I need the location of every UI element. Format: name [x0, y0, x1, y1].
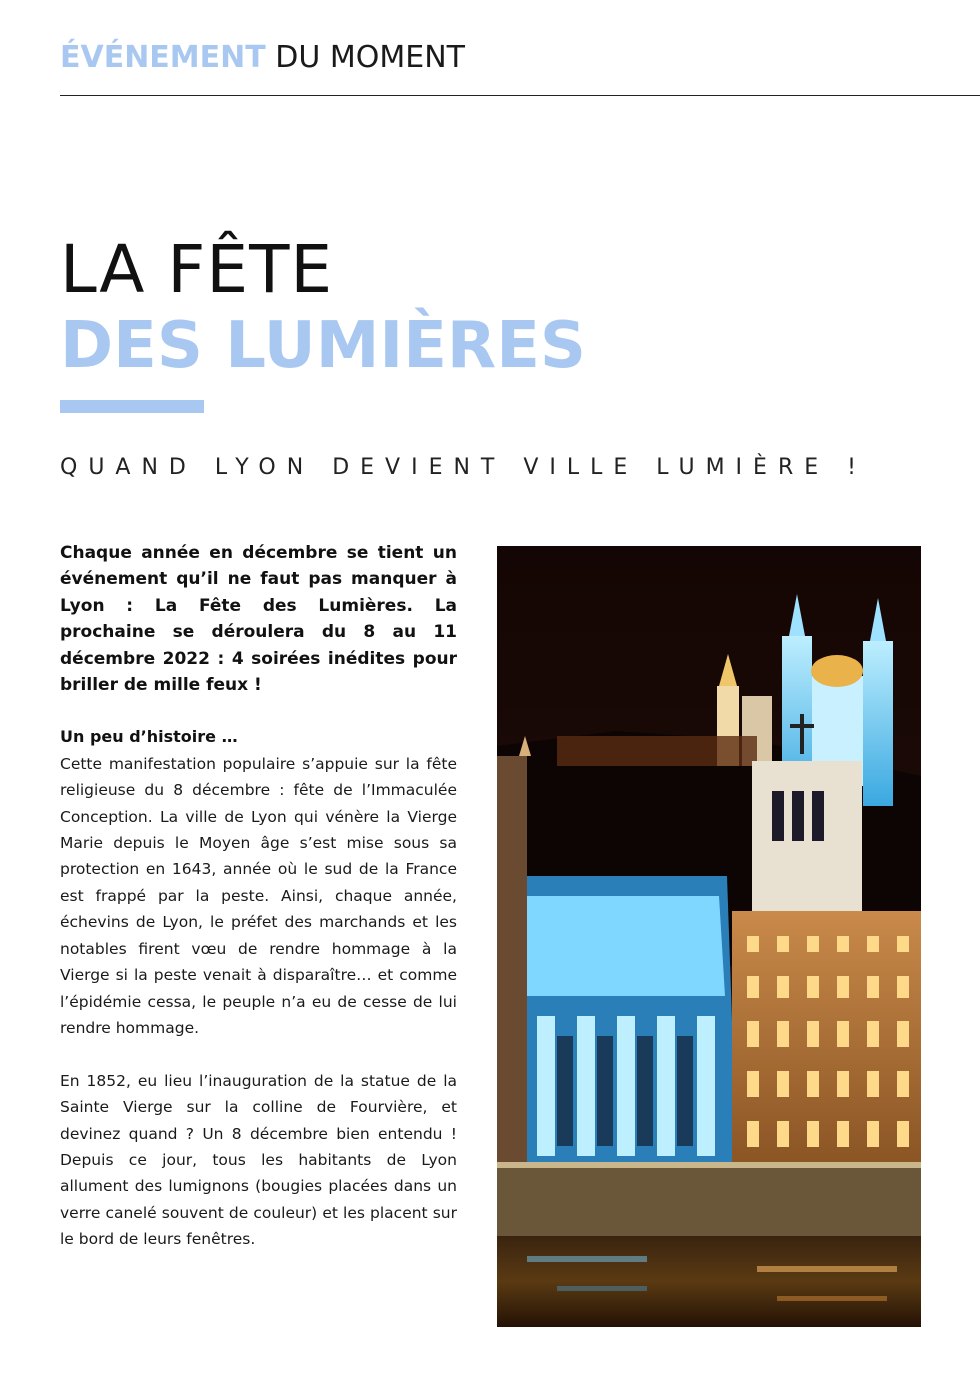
page-subtitle: QUAND LYON DEVIENT VILLE LUMIÈRE ! [60, 455, 867, 480]
header-accent: ÉVÉNEMENT [60, 40, 266, 75]
article-lead: Chaque année en décembre se tient un événement qu’il ne faut pas manquer à Lyon : La Fête des Lumières. La prochaine se déroulera du 8 au 11 décembre 2022 : 4 soirées inédites pour briller de mille feux ! [60, 543, 457, 696]
photo-illustration [497, 546, 921, 1327]
header-rest: DU MOMENT [275, 40, 465, 75]
page-title-line2: DES LUMIÈRES [60, 309, 586, 383]
section-title-history: Un peu d’histoire … [60, 727, 238, 747]
page-title-line1: LA FÊTE [60, 231, 334, 308]
article-body [60, 540, 457, 1253]
title-accent-bar [60, 400, 204, 413]
header-divider [60, 95, 980, 96]
lyon-night-photo [497, 546, 921, 1327]
article-paragraph-1: Cette manifestation populaire s’appuie sur la fête religieuse du 8 décembre : fête de l’Immaculée Conception. La ville de Lyon qui vénère la Vierge Marie depuis le Moyen âge s’est mise sous sa protection en 1643, année où le sud de la France est frappé par la peste. Ainsi, chaque année, échevins de Lyon, le préfet des marchands et les notables firent vœu de rendre hommage à la Vierge si la peste venait à disparaître… et comme l’épidémie cessa, le peuple n’a eu de cesse de lui rendre hommage. [60, 754, 457, 1037]
article-paragraph-2: En 1852, eu lieu l’inauguration de la statue de la Sainte Vierge sur la colline de Fourvière, et devinez quand ? Un 8 décembre bien entendu ! Depuis ce jour, tous les habitants de Lyon allument des lumignons (bougies placées dans un verre canelé souvent de couleur) et les placent sur le bord de leurs fenêtres. [60, 1071, 457, 1249]
section-header [60, 38, 465, 78]
riverside-buildings-shape [732, 911, 921, 1166]
